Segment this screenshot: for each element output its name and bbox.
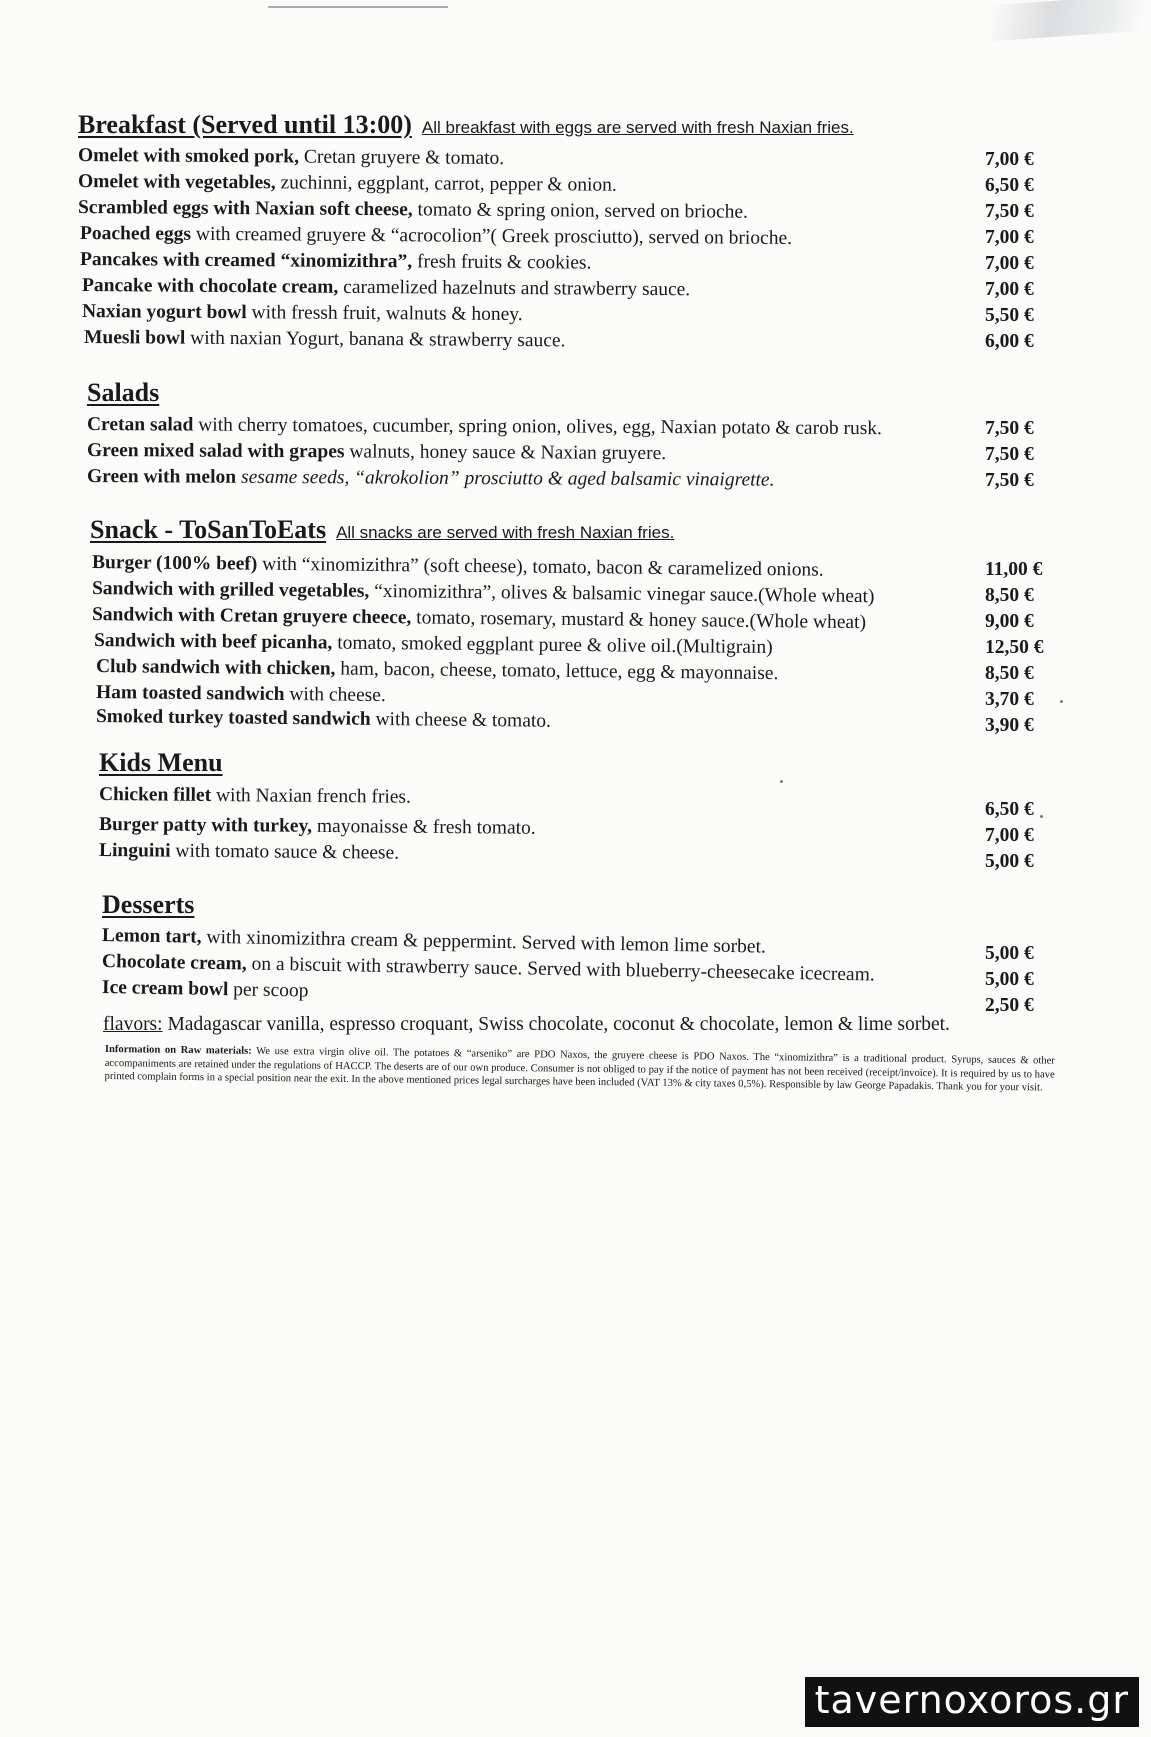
- item-description: zuchinni, eggplant, carrot, pepper & onion.: [275, 172, 617, 196]
- item-description: walnuts, honey sauce & Naxian gruyere.: [344, 441, 667, 465]
- kids-item: [99, 815, 536, 838]
- item-name: Smoked turkey toasted sandwich: [95, 706, 371, 730]
- item-name: Chicken fillet: [98, 784, 212, 806]
- desserts-item: [102, 978, 309, 1001]
- snack-item: [96, 707, 551, 731]
- salads-title: Salads: [87, 378, 160, 407]
- flavors-text: Madagascar vanilla, espresso croquant, Swiss chocolate, coconut & chocolate, lemon & lime sorbet.: [162, 1014, 950, 1035]
- item-description: per scoop: [228, 979, 309, 1002]
- snack-item: [96, 657, 779, 684]
- breakfast-item: [80, 224, 792, 248]
- snack-item: [96, 683, 386, 706]
- item-description: on a biscuit with strawberry sauce. Served with blueberry-cheesecake icecream.: [246, 953, 875, 986]
- salads-item: [87, 467, 775, 490]
- item-price: 8,50 €: [985, 663, 1034, 684]
- watermark: tavernoxoros.gr: [805, 1677, 1139, 1727]
- item-description: sesame seeds, “akrokolion” prosciutto & aged balsamic vinaigrette.: [236, 466, 775, 491]
- snack-title: Snack - ToSanToEats: [90, 515, 327, 544]
- breakfast-item: [78, 172, 617, 195]
- item-price: 11,00 €: [985, 559, 1043, 580]
- item-name: Sandwich with beef picanha,: [93, 630, 333, 654]
- snack-heading-row: [90, 515, 674, 545]
- item-description: with cherry tomatoes, cucumber, spring onion, olives, egg, Naxian potato & carob rusk.: [193, 414, 882, 440]
- footnote: [105, 1043, 1055, 1095]
- snack-note: All snacks are served with fresh Naxian fries.: [336, 523, 675, 542]
- desserts-title: Desserts: [102, 890, 195, 919]
- item-price: 7,50 €: [985, 444, 1034, 465]
- item-description: Cretan gruyere & tomato.: [298, 146, 505, 169]
- kids-item: [99, 785, 411, 807]
- breakfast-title: Breakfast (Served until 13:00): [78, 110, 412, 139]
- item-description: tomato, smoked eggplant puree & olive oil.(Multigrain): [332, 632, 773, 659]
- scan-smudge: [991, 0, 1141, 41]
- scan-dot: [1060, 700, 1063, 703]
- item-name: Sandwich with grilled vegetables,: [91, 578, 370, 602]
- kids-title: Kids Menu: [99, 748, 223, 777]
- salads-item: [87, 441, 666, 464]
- item-name: Green mixed salad with grapes: [86, 440, 345, 463]
- item-name: Omelet with vegetables,: [77, 171, 276, 194]
- item-name: Club sandwich with chicken,: [95, 656, 336, 680]
- item-description: with xinomizithra cream & peppermint. Served with lemon lime sorbet.: [201, 926, 767, 958]
- item-name: Cretan salad: [86, 414, 194, 436]
- item-description: with tomato sauce & cheese.: [170, 840, 400, 864]
- breakfast-heading-row: [78, 110, 854, 140]
- item-price: 7,00 €: [985, 279, 1034, 300]
- item-price: 2,50 €: [985, 995, 1034, 1016]
- snack-item: [92, 579, 875, 607]
- desserts-heading-row: [102, 890, 194, 920]
- item-price: 7,00 €: [985, 149, 1034, 170]
- item-description: tomato & spring onion, served on brioche.: [412, 199, 749, 223]
- item-price: 7,00 €: [985, 253, 1034, 274]
- item-name: Pancakes with creamed “xinomizithra”,: [79, 249, 413, 273]
- item-price: 5,00 €: [985, 969, 1034, 990]
- salads-heading-row: [87, 378, 159, 408]
- item-name: Pancake with chocolate cream,: [81, 275, 339, 298]
- item-price: 5,50 €: [985, 305, 1034, 326]
- item-price: 7,50 €: [985, 470, 1034, 491]
- breakfast-item: [80, 250, 592, 273]
- breakfast-item: [78, 146, 504, 168]
- item-description: “xinomizithra”, olives & balsamic vinegar sauce.(Whole wheat): [369, 580, 875, 608]
- item-price: 8,50 €: [985, 585, 1034, 606]
- kids-item: [99, 841, 399, 863]
- item-name: Burger (100% beef): [91, 552, 258, 575]
- breakfast-item: [82, 302, 523, 325]
- item-name: Green with melon: [86, 466, 237, 488]
- item-price: 7,50 €: [985, 201, 1034, 222]
- item-description: with fressh fruit, walnuts & honey.: [246, 302, 523, 326]
- item-price: 3,70 €: [985, 689, 1034, 710]
- item-description: with “xinomizithra” (soft cheese), tomato, bacon & caramelized onions.: [257, 553, 824, 581]
- item-price: 5,00 €: [985, 851, 1034, 872]
- breakfast-note: All breakfast with eggs are served with fresh Naxian fries.: [421, 118, 854, 137]
- salads-item: [87, 415, 882, 439]
- item-description: with naxian Yogurt, banana & strawberry sauce.: [185, 327, 566, 352]
- kids-heading-row: [99, 748, 223, 778]
- item-price: 7,50 €: [985, 418, 1034, 439]
- item-description: mayonaisse & fresh tomato.: [311, 815, 536, 839]
- item-name: Chocolate cream,: [101, 951, 247, 975]
- item-name: Omelet with smoked pork,: [77, 145, 300, 168]
- item-name: Sandwich with Cretan gruyere cheece,: [91, 604, 412, 629]
- item-name: Burger patty with turkey,: [98, 814, 313, 837]
- item-description: fresh fruits & cookies.: [412, 251, 592, 274]
- item-price: 3,90 €: [985, 715, 1034, 736]
- item-description: tomato, rosemary, mustard & honey sauce.(Whole wheat): [411, 607, 867, 634]
- item-price: 9,00 €: [985, 611, 1034, 632]
- scan-dot: [780, 780, 783, 783]
- scan-line: [268, 6, 448, 8]
- item-description: caramelized hazelnuts and strawberry sauce.: [338, 276, 691, 301]
- item-price: 7,00 €: [985, 825, 1034, 846]
- item-name: Scrambled eggs with Naxian soft cheese,: [77, 197, 413, 221]
- item-description: with creamed gruyere & “acrocolion”( Greek prosciutto), served on brioche.: [190, 223, 793, 249]
- item-description: ham, bacon, cheese, tomato, lettuce, egg & mayonnaise.: [335, 658, 779, 685]
- item-description: with Naxian french fries.: [211, 784, 412, 808]
- footnote-text: We use extra virgin olive oil. The potatoes & “arseniko” are PDO Naxos, the gruyere cheese is PDO Naxos. The “xinomizithra” is a traditional product. Syrups, sauces & other accompaniments are retained under the regulations of HACCP. The deserts are of our own produce. Consumer is not obliged to pay if the notice of payment has not been received (receipt/invoice). It is required by us to have printed complain forms in a special position near the exit. In the above mentioned prices legal surcharges have been included (VAT 13% & city taxes 0,5%). Responsible by law George Papadakis. Thank you for your visit.: [104, 1045, 1055, 1094]
- item-name: Linguini: [98, 840, 171, 862]
- snack-item: [92, 553, 824, 580]
- flavors-label: flavors:: [103, 1014, 163, 1035]
- item-name: Poached eggs: [79, 223, 192, 245]
- breakfast-item: [82, 276, 690, 300]
- snack-item: [94, 631, 773, 658]
- item-price: 6,50 €: [985, 175, 1034, 196]
- item-price: 7,00 €: [985, 227, 1034, 248]
- item-description: with cheese & tomato.: [370, 708, 552, 732]
- item-price: 5,00 €: [985, 943, 1034, 964]
- breakfast-item: [78, 198, 748, 222]
- item-description: with cheese.: [284, 683, 386, 707]
- item-name: Muesli bowl: [83, 327, 186, 349]
- item-name: Ice cream bowl: [101, 977, 229, 1001]
- item-name: Lemon tart,: [101, 925, 202, 948]
- item-price: 6,00 €: [985, 331, 1034, 352]
- item-price: 12,50 €: [985, 637, 1044, 658]
- breakfast-item: [84, 328, 566, 351]
- item-price: 6,50 €: [985, 799, 1034, 820]
- scan-dot: [1040, 815, 1043, 818]
- footnote-label: Information on Raw materials:: [104, 1043, 252, 1057]
- item-name: Ham toasted sandwich: [95, 682, 285, 705]
- flavors-line: [103, 1015, 950, 1035]
- item-name: Naxian yogurt bowl: [81, 301, 247, 324]
- snack-item: [92, 605, 866, 633]
